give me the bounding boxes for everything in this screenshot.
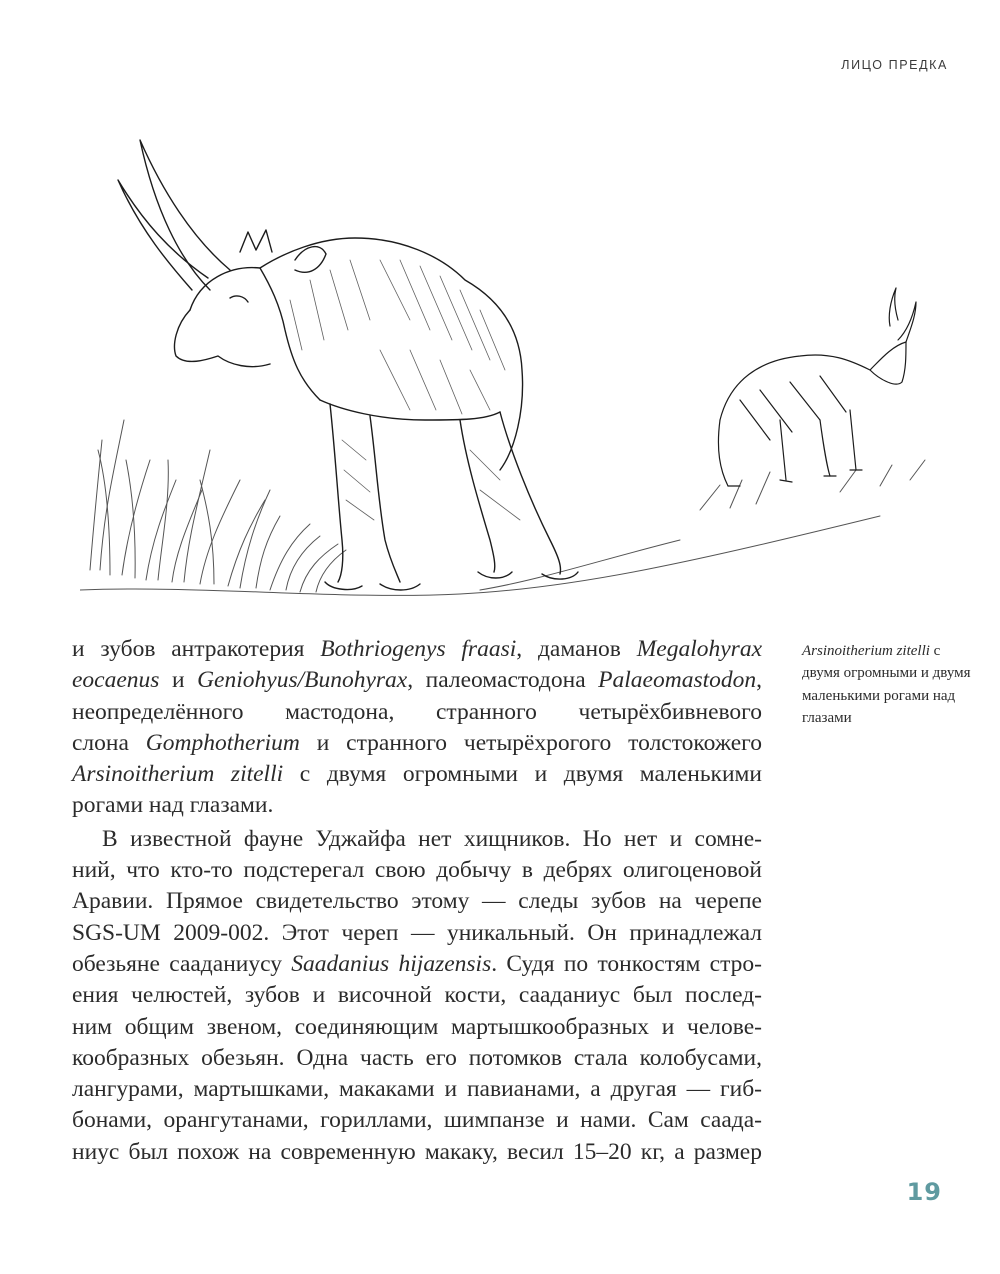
text-line: SGS-UM 2009-002. Этот череп — уникальный. Он принадлежал: [72, 919, 762, 946]
text-line: рогами над глазами.: [72, 792, 274, 819]
running-head: ЛИЦО ПРЕДКА: [841, 58, 948, 72]
text-line: Аравии. Прямое свидетельство этому — следы зубов на черепе: [72, 888, 762, 915]
text-line: слона Gomphotherium и странного четырёхрогого толстокожего: [72, 729, 762, 756]
text-line: Arsinoitherium zitelli с двумя огромными и двумя маленькими: [72, 761, 762, 788]
figure-caption: [802, 640, 977, 730]
caption-species: Arsinoitherium zitelli: [802, 643, 930, 659]
text-line: В известной фауне Уджайфа нет хищников. Но нет и сомне-: [102, 825, 762, 852]
text-line: ения челюстей, зубов и височной кости, сааданиус был послед-: [72, 982, 762, 1009]
caption-text: с двумя огромными и двумя маленькими рогами над глазами: [802, 643, 971, 727]
text-line: неопределённого мастодона, странного четырёхбивневого: [72, 698, 762, 725]
text-line: бонами, орангутанами, гориллами, шимпанзе и нами. Сам саада-: [72, 1107, 762, 1134]
text-line: ним общим звеном, соединяющим мартышкообразных и челове-: [72, 1013, 762, 1040]
text-line: обезьяне сааданиусу Saadanius hijazensis. Судя по тонкостям стро-: [72, 950, 762, 977]
text-line: ний, что кто-то подстерегал свою добычу в дебрях олигоценовой: [72, 857, 762, 884]
page-number: 19: [906, 1178, 942, 1206]
arsinoitherium-drawing-icon: [80, 120, 960, 620]
text-line: кообразных обезьян. Одна часть его потомков стала колобусами,: [72, 1044, 762, 1071]
text-line: и зубов антракотерия Bothriogenys fraasi, даманов Megalohyrax: [72, 636, 763, 662]
body-text: [72, 634, 762, 1168]
text-line: eocaenus и Geniohyus/Bunohyrax, палеомастодона Palaeomastodon,: [72, 667, 762, 694]
text-line: лангурами, мартышками, макаками и павианами, а другая — гиб-: [72, 1076, 762, 1103]
text-line: ниус был похож на современную макаку, весил 15–20 кг, а размер: [72, 1138, 762, 1165]
paragraph-1: [72, 634, 762, 822]
paragraph-2: [72, 824, 762, 1168]
